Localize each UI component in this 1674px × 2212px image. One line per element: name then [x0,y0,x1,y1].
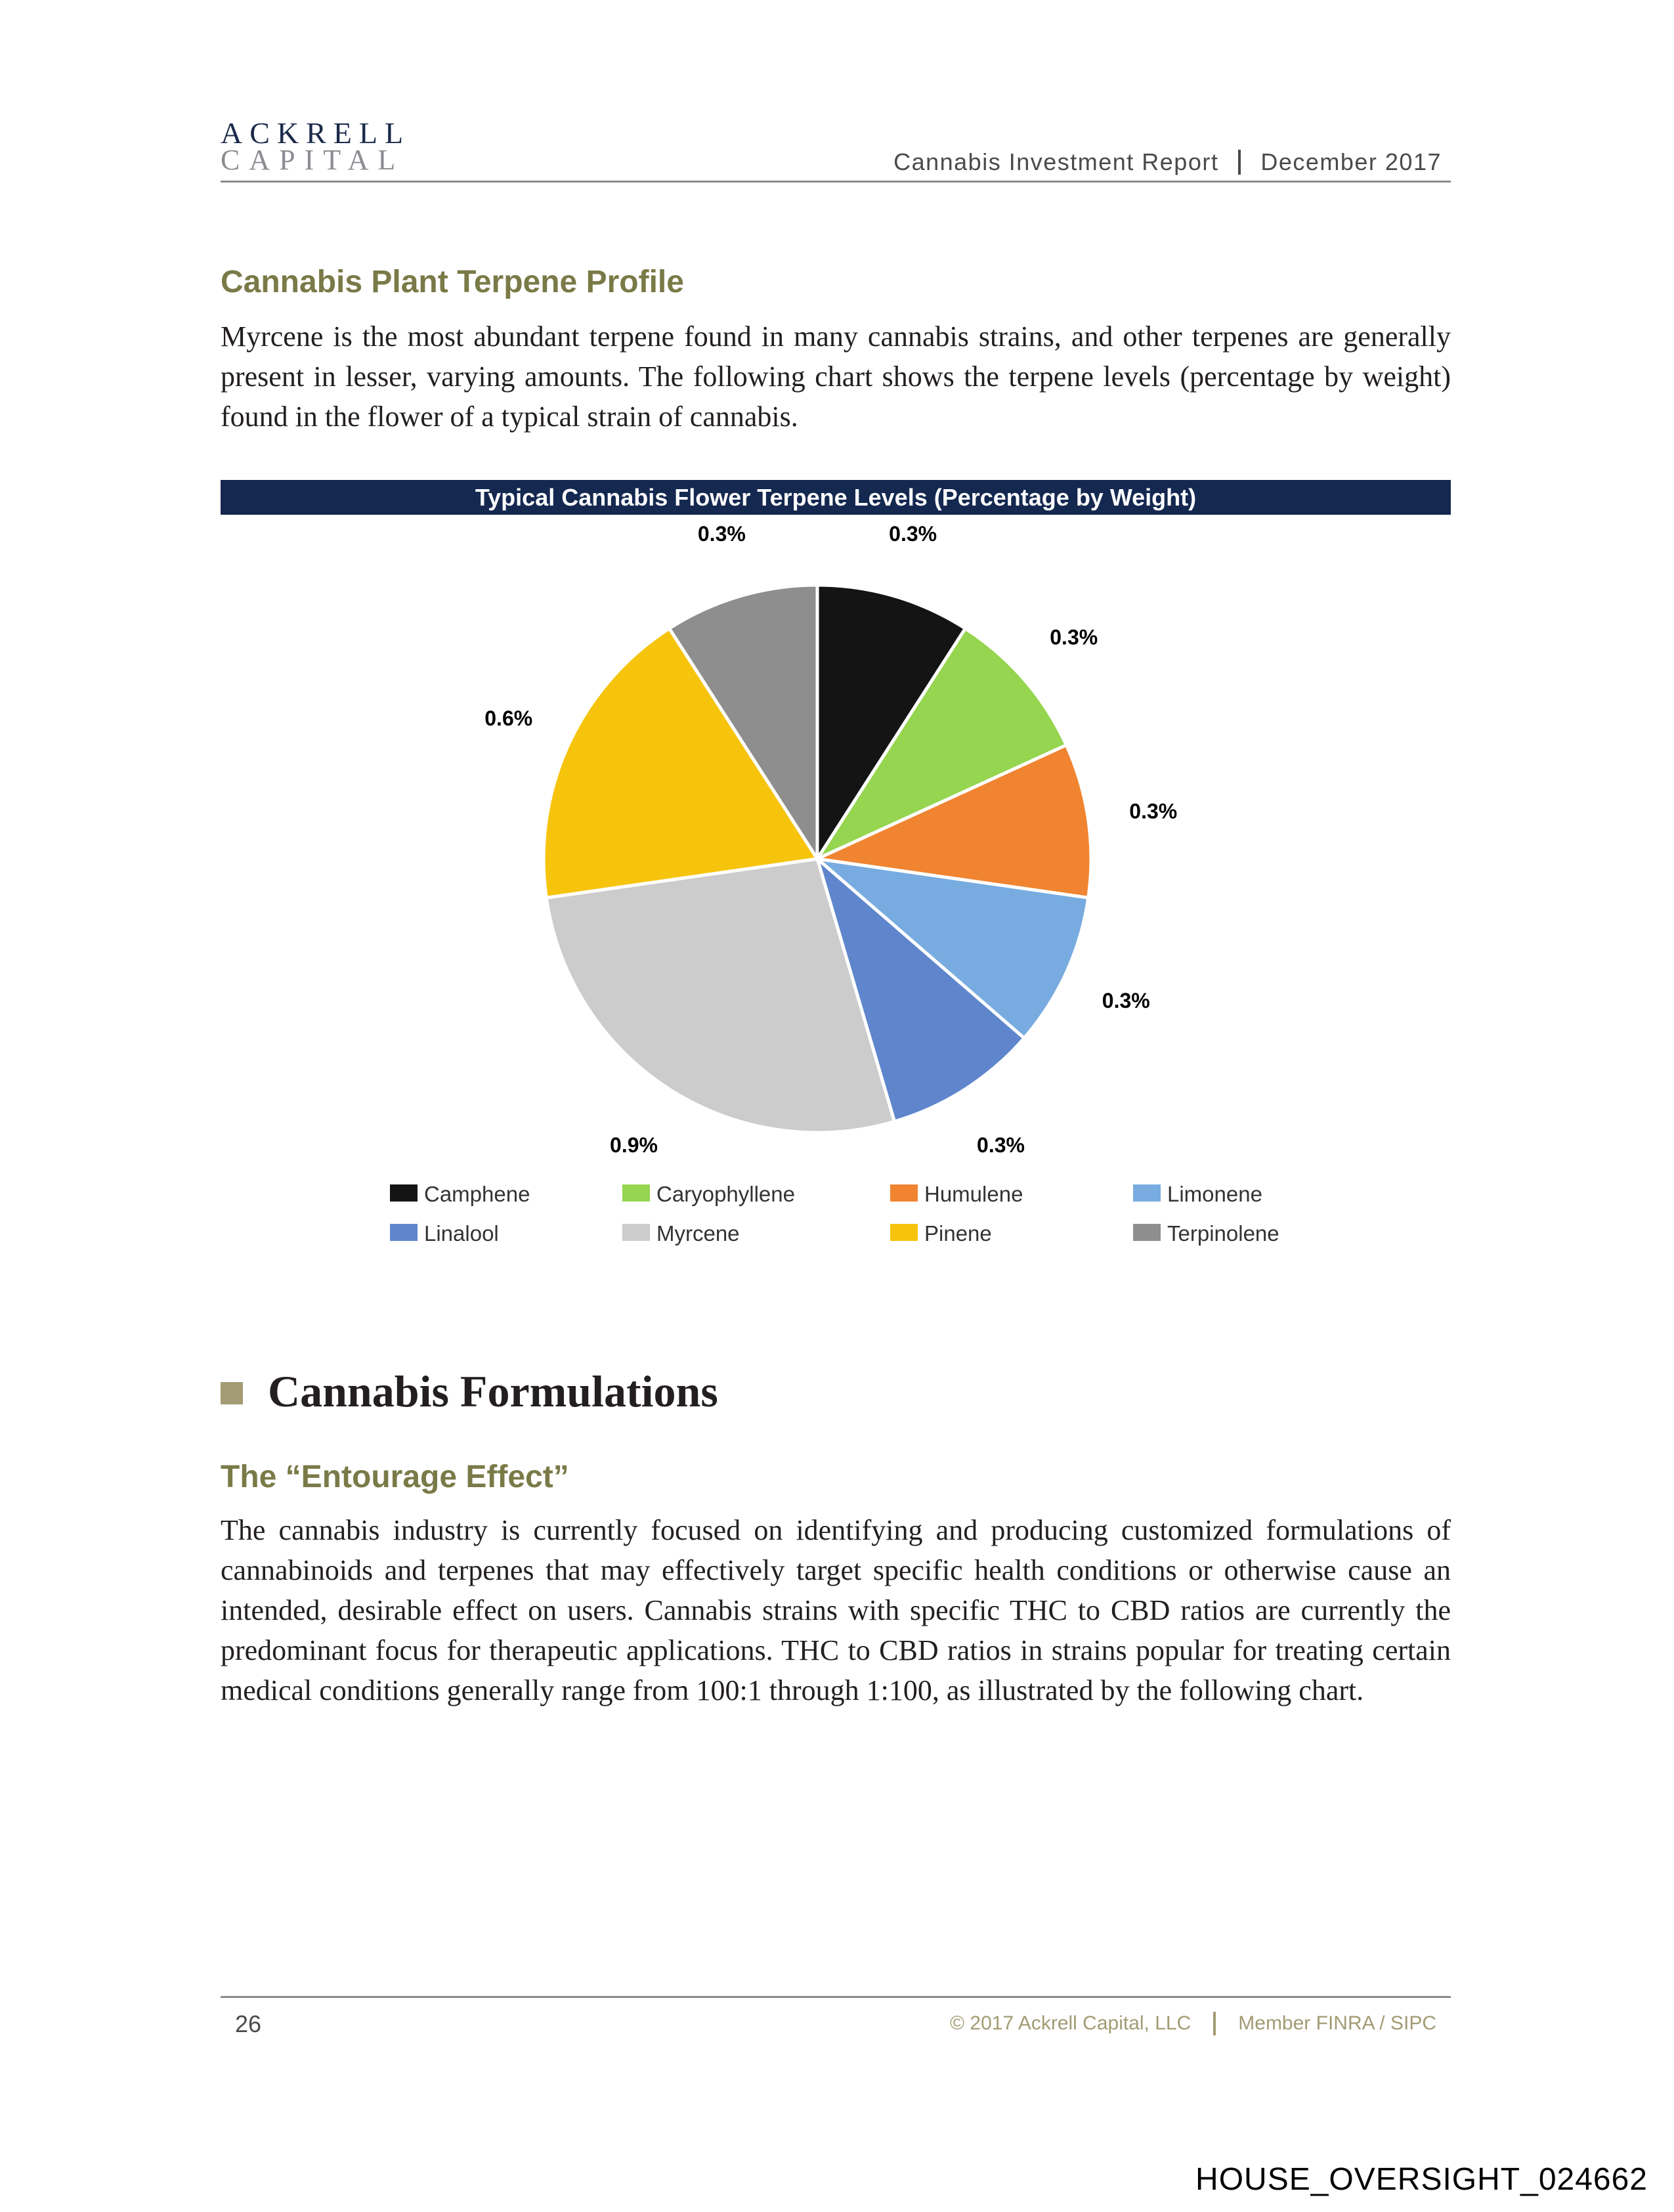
legend-label-myrcene: Myrcene [656,1221,740,1246]
data-label-terpinolene: 0.3% [697,521,746,546]
report-title: Cannabis Investment Report [893,148,1219,175]
data-label-limonene: 0.3% [1102,988,1150,1012]
legend-label-humulene: Humulene [924,1182,1023,1206]
legend-label-terpinolene: Terpinolene [1167,1221,1279,1246]
membership-text: Member FINRA / SIPC [1238,2012,1436,2034]
terpene-pie-chart [221,515,1451,1270]
footer-legal [950,2012,1436,2035]
entourage-effect-paragraph: The cannabis industry is currently focused on identifying and producing customized formulations of cannabinoids and terpenes that may effectively target specific health conditions or otherwise cause an intended, desirable effect on users. Cannabis strains with specific THC to CBD ratios are currently the predominant focus for therapeutic applications. THC to CBD ratios in strains popular for treating certain medical conditions generally range from 100:1 through 1:100, as illustrated by the following chart. [221,1514,1451,1706]
legend-swatch-humulene [890,1184,918,1202]
data-label-caryophyllene: 0.3% [1050,625,1098,649]
footer-divider [1213,2012,1216,2035]
data-label-humulene: 0.3% [1129,799,1178,823]
section-bullet-icon [221,1382,243,1404]
entourage-effect-heading: The “Entourage Effect” [221,1460,569,1494]
data-label-linalool: 0.3% [977,1133,1025,1157]
data-label-pinene: 0.6% [484,706,533,731]
legend-label-linalool: Linalool [424,1221,499,1246]
bates-number: HOUSE_OVERSIGHT_024662 [1195,2162,1648,2197]
legend-label-caryophyllene: Caryophyllene [656,1182,795,1206]
terpene-profile-heading: Cannabis Plant Terpene Profile [221,265,684,299]
footer-rule [221,1996,1451,1998]
formulations-section-title: Cannabis Formulations [268,1366,718,1416]
logo-wordmark-bottom: CAPITAL [221,144,405,176]
data-label-myrcene: 0.9% [610,1133,658,1157]
data-label-camphene: 0.3% [889,521,937,546]
legend-label-limonene: Limonene [1167,1182,1262,1206]
report-date: December 2017 [1260,148,1442,175]
legend-label-pinene: Pinene [924,1221,992,1246]
legend-swatch-caryophyllene [622,1184,650,1202]
terpene-profile-paragraph: Myrcene is the most abundant terpene found in many cannabis strains, and other terpenes are generally present in lesser, varying amounts. The following chart shows the terpene levels (percentage by weight) found in the flower of a typical strain of cannabis. [221,320,1451,433]
chart-title: Typical Cannabis Flower Terpene Levels (Percentage by Weight) [221,480,1451,515]
page-number: 26 [235,2010,262,2037]
legend-swatch-limonene [1133,1184,1161,1202]
header-divider [1238,150,1241,175]
legend-swatch-camphene [390,1184,418,1202]
legend-label-camphene: Camphene [424,1182,530,1206]
legend-swatch-linalool [390,1224,418,1241]
copyright-text: © 2017 Ackrell Capital, LLC [949,2012,1191,2034]
legend-swatch-pinene [890,1224,918,1241]
header-rule [221,181,1451,183]
running-header [893,148,1442,176]
logo-wordmark-top: ACKRELL [221,116,411,150]
legend-swatch-myrcene [622,1224,650,1241]
legend-swatch-terpinolene [1133,1224,1161,1241]
